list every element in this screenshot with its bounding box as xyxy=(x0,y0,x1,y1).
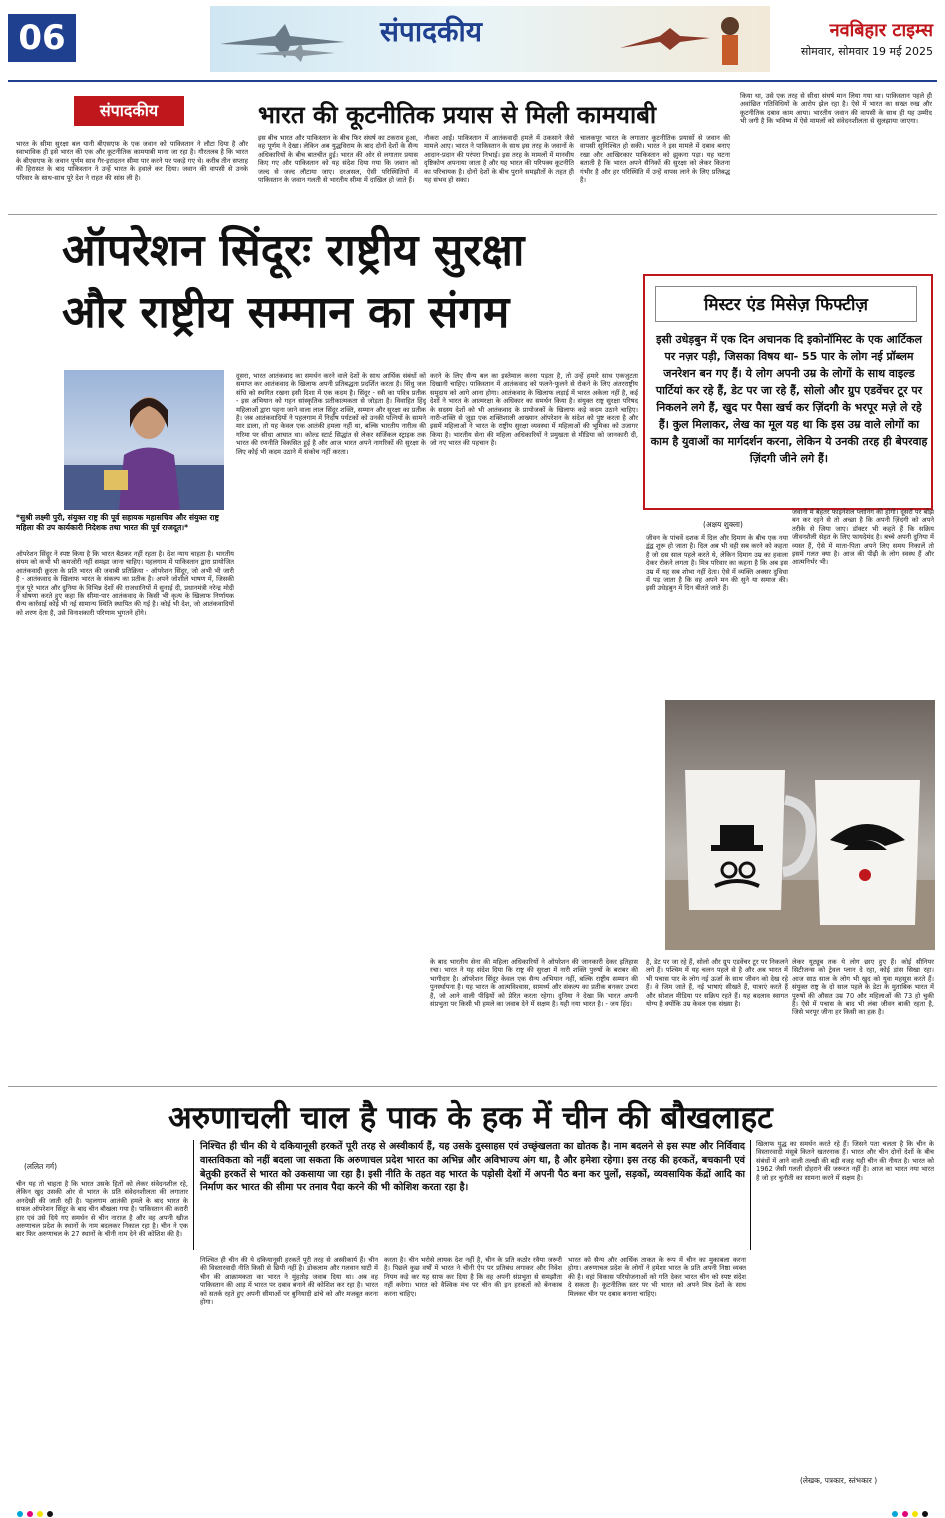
lead-headline-line-2: और राष्ट्रीय सम्मान का संगम xyxy=(62,287,510,338)
brand-name: नवबिहार टाइम्स xyxy=(829,20,933,41)
mugs-photo xyxy=(665,700,935,950)
lead-col-2: दूसरा, भारत आतंकवाद का समर्थन करने वाले देशों के साथ आर्थिक संबंधों को समाप्त कर आतंकवाद के खिलाफ अपनी प्रतिबद्धता प्रदर्शित करता है। सिंधु जल संधि को स्थगित रखना इसी दिशा में एक कदम है। सिंदूर - स्त्री का पवित्र प्रतीक - इस अभियान को गहन सांस्कृतिक प्रतीकात्मकता से जोड़ता है। विवाहित हिंदू महिलाओं द्वारा पहना जाने वाला लाल सिंदूर शक्ति, सम्मान और सुरक्षा का प्रतीक है। जब आतंकवादियों ने पहलगाम में निर्दोष पर्यटकों को उनकी पत्नियों के सामने मार डाला, तो यह केवल एक आतंकी हमला नहीं था, बल्कि भारतीय नारीत्व की गरिमा पर सीधा आघात था। कोल्ड स्टार्ट सिद्धांत से लेकर सर्जिकल स्ट्राइक तक भारत की रणनीति विकसित हुई है और आज भारत अपने नागरिकों की सुरक्षा के लिए कोई भी कदम उठाने में संकोच नहीं करता। xyxy=(236,372,426,456)
author-photo-caption: *सुश्री लक्ष्मी पुरी, संयुक्त राष्ट्र की पूर्व सहायक महासचिव और संयुक्त राष्ट्र महिला की उप कार्यकारी निदेशक तथा भारत की पूर्व राजदूत।* xyxy=(16,513,219,532)
editorial-col-3: नौकरा आईं। पाकिस्तान में आतंकवादी हमले में उकसाने जैसे मामले आए। भारत ने पाकिस्तान के साथ इस तरह के जवानों के आदान-प्रदान की परंपरा निभाई। इस तरह के मामलों में मानवीय दृष्टिकोण अपनाया जाता है और यह भारत की परिपक्व कूटनीति का परिचायक है। दोनों देशों के बीच पुराने समझौतों के तहत ही यह संभव हो सका। xyxy=(424,134,574,185)
editorial-col-5: किया था, उसे एक तरह से सीधा संघर्ष मान लिया गया था। पाकिस्तान पहले ही अवांछित गतिविधियों के आरोप झेल रहा है। ऐसे में भारत का सख्त रुख और कूटनीतिक दबाव काम आया। भारतीय जवान की वापसी के साथ ही यह उम्मीद भी जगी है कि भविष्य में ऐसे मामलों को संवेदनशीलता से सुलझाया जाएगा। xyxy=(740,92,932,126)
lead-col-1: ऑपरेशन सिंदूर ने स्पष्ट किया है कि भारत बैठकर नहीं रहता है। देश न्याय चाहता है। भारतीय संयम को कभी भी कमजोरी नहीं समझा जाना चाहिए। पहलगाम में पाकिस्तान द्वारा प्रायोजित आतंकवादी क्रूरता के प्रति भारत की जवाबी प्रतिक्रिया - ऑपरेशन सिंदूर, जो अभी भी जारी है - आतंकवाद के खिलाफ भारत के संकल्प का प्रतीक है। अपने जोशीले भाषण में, जिसकी गूंज पूरे भारत और दुनिया के विभिन्न देशों की राजधानियों में सुनाई दी, प्रधानमंत्री नरेन्द्र मोदी ने घोषणा करते हुए कहा कि सीमा-पार आतंकवाद के किसी भी कृत्य के खिलाफ निर्णायक सैन्य कार्रवाई कोई भी नई सामान्य स्थिति स्थापित की गई है। कोई भी देश, जो आतंकवादियों को शरण देता है, उसे विनाशकारी परिणाम भुगतने होंगे। xyxy=(16,550,234,617)
masthead-divider xyxy=(8,80,937,82)
editorial-headline: भारत की कूटनीतिक प्रयास से मिली कामयाबी xyxy=(258,101,657,129)
banner-fighter-jets-icon xyxy=(215,14,355,64)
sidebar-intro: इसी उधेड़बुन में एक दिन अचानक दि इकोनॉमिस्ट के एक आर्टिकल पर नज़र पड़ी, जिसका विषय था- 55 पार के लोग नई प्रॉब्लम जनरेशन बन गए हैं। ये लोग अपनी उम्र के लोगों के साथ वाइल्ड पार्टियां कर रहे हैं, डेट पर जा रहे हैं, सोलो और ग्रुप एडवेंचर टूर पर निकलने लगे हैं, खुद पर पैसा खर्च कर ज़िंदगी के भरपूर मज़े ले रहे हैं। कुल मिलाकर, लेख का मूल यह था कि इस उम्र वाले लोगों का काम है युवाओं का मार्गदर्शन करना, लेकिन ये उनकी तरह ही बेपरवाह ज़िंदगी जीने लगे हैं। xyxy=(650,333,928,465)
bottom-col-2: निश्चित ही चीन की ये दकियानूसी हरकतें पूरी तरह से अस्वीकार्य हैं। चीन की विस्तारवादी नीति किसी से छिपी नहीं है। डोकलाम और गलवान घाटी में चीन की आक्रामकता का भारत ने मुंहतोड़ जवाब दिया था। अब वह पाकिस्तान की आड़ में भारत पर दबाव बनाने की कोशिश कर रहा है। भारत को सतर्क रहते हुए अपनी सीमाओं पर बुनियादी ढांचे को और मजबूत करना होगा। xyxy=(200,1256,378,1307)
masthead xyxy=(0,0,945,78)
brand-block xyxy=(801,18,933,59)
bottom-byline: (ललित गर्ग) xyxy=(24,1162,58,1171)
banner-figures-icon xyxy=(600,8,760,72)
editorial-divider xyxy=(8,214,937,215)
bottom-divider xyxy=(8,1086,937,1087)
editorial-col-2: इस बीच भारत और पाकिस्तान के बीच फिर संघर्ष का टकराव हुआ, वह पूर्णम ने देखा। लेकिन अब युद्धविराम के बाद दोनों देशों के सैन्य अधिकारियों के बीच बातचीत हुई। भारत की ओर से लगातार प्रयास किए गए और पाकिस्तान को यह संदेश दिया गया कि जवान को जल्द से जल्द लौटाया जाए। दरअसल, ऐसी परिस्थितियों में पाकिस्तान के जवान गलती से भारतीय सीमा में दाखिल हो जाते हैं। xyxy=(258,134,418,185)
author-photo xyxy=(64,370,224,510)
author-photo-figure-icon xyxy=(64,370,224,510)
blurb-rule-right xyxy=(750,1140,751,1250)
editorial-col-4: चालकपूर भारत के लगातार कूटनीतिक प्रयासों से जवान की वापसी सुनिश्चित हो सकी। भारत ने इस मामले में दबाव बनाए रखा और आखिरकार पाकिस्तान को झुकना पड़ा। यह घटना बताती है कि भारत अपने सैनिकों की सुरक्षा को लेकर कितना गंभीर है और हर परिस्थिति में उन्हें वापस लाने के लिए प्रतिबद्ध है। xyxy=(580,134,730,185)
lead-headline-line-1: ऑपरेशन सिंदूरः राष्ट्रीय सुरक्षा xyxy=(62,225,525,276)
editorial-tag: संपादकीय xyxy=(74,96,184,126)
sidebar-col-2: जवानी में बेहतर फाइनेंशल प्लानिंग की होगी। दूसरों पर बोझ बन कर रहने से तो अच्छा है कि अपनी ज़िंदगी को अपने तरीके से जिया जाए। डॉक्टर भी कहते हैं कि सक्रिय जीवनशैली सेहत के लिए फायदेमंद है। बच्चे अपनी दुनिया में व्यस्त हैं, ऐसे में माता-पिता अपने लिए समय निकालें तो इसमें गलत क्या है। आज की पीढ़ी के लोग स्वस्थ हैं और आत्मनिर्भर भी। xyxy=(792,508,934,567)
lead-headline xyxy=(62,220,622,344)
bottom-headline: अरुणाचली चाल है पाक के हक में चीन की बौखलाहट xyxy=(168,1100,773,1136)
bottom-col-3: करता है। चीन भरोसे लायक देश नहीं है, चीन के प्रति कठोर रवैया जरूरी है। पिछले कुछ वर्षों में भारत ने चीनी ऐप पर प्रतिबंध लगाकर और निवेश नियम कड़े कर यह साफ कर दिया है कि वह अपनी संप्रभुता से समझौता नहीं करेगा। भारत को वैश्विक मंच पर चीन की इन हरकतों को बेनकाब करना चाहिए। xyxy=(384,1256,562,1298)
section-banner-title: संपादकीय xyxy=(380,15,482,48)
sidebar-col-3: है, डेट पर जा रहे हैं, सोलो और ग्रुप एडवेंचर टूर पर निकलने लगे हैं। पश्चिम में यह चलन पहले से है और अब भारत में भी पचास पार के लोग नई ऊर्जा के साथ जीवन को देख रहे हैं। वे जिम जाते हैं, नई भाषाएं सीखते हैं, यात्राएं करते हैं और सोशल मीडिया पर सक्रिय रहते हैं। यह बदलाव स्वागत योग्य है क्योंकि उम्र केवल एक संख्या है। xyxy=(646,958,788,1009)
lead-col-3: करने के लिए सैन्य बल का इस्तेमाल करना पड़ता है, तो उन्हें हमारे साथ एकजुटता दिखानी चाहिए। पाकिस्तान में आतंकवाद को फलने-फूलने से रोकने के लिए अंतरराष्ट्रीय समुदाय को आगे आना होगा। आतंकवाद के खिलाफ लड़ाई में भारत अकेला नहीं है, कई देशों ने भारत के आत्मरक्षा के अधिकार का समर्थन किया है। संयुक्त राष्ट्र सुरक्षा परिषद के सदस्य देशों को भी आतंकवाद के प्रायोजकों के खिलाफ कड़े कदम उठाने चाहिए। नारी-शक्ति से जुड़ा एक शक्तिशाली आख्यान ऑपरेशन के संदेश को पुष्ट करता है और इसमें महिलाओं ने भारत के राष्ट्रीय सुरक्षा व्यवस्था में महिलाओं की भूमिका को उजागर किया है। भारतीय सेना की महिला अधिकारियों ने प्रमुखता से मीडिया को जानकारी दी, जो नए भारत की पहचान है। xyxy=(430,372,638,448)
sidebar-byline: (अक्षय शुक्ला) xyxy=(703,520,743,529)
sidebar-title: मिस्टर एंड मिसेज़ फिफ्टीज़ xyxy=(703,295,869,315)
bottom-col-1: चीन यह तो चाहता है कि भारत उसके हितों को लेकर संवेदनशील रहे, लेकिन खुद उसकी ओर से भारत के प्रति संवेदनशीलता की लगातार अनदेखी की जाती रही है। पहलगाम आतंकी हमले के बाद भारत के सफल ऑपरेशन सिंदूर के बाद चीन बौखला गया है। पाकिस्तान की करारी हार एवं उसे दिये गए समर्थन से चीन नाराज है और वह अपनी खीज अरुणाचल प्रदेश के स्थानों के नाम बदलकर निकाल रहा है। चीन ने एक बार फिर अरुणाचल के 27 स्थानों के चीनी नाम देने की कोशिश की है। xyxy=(16,1180,188,1239)
page-number: 06 xyxy=(8,14,76,62)
bottom-blurb: निश्चित ही चीन की ये दकियानूसी हरकतें पूरी तरह से अस्वीकार्य हैं, यह उसके दुस्साहस एवं उच्छृंखलता का द्योतक है। नाम बदलने से इस स्पष्ट और निर्विवाद वास्तविकता को नहीं बदला जा सकता कि अरुणाचल प्रदेश भारत का अभिन्न और अविभाज्य अंग था, है और हमेशा रहेगा। इस तरह की हरकतें, बचकानी एवं बेतुकी हरकतें से भारत को उकसाया जा रहा है। इसी नीति के तहत वह भारत के पड़ोसी देशों में अपनी पैठ बना कर पुलों, सड़कों, व्यवसायिक केंद्रों आदि का निर्माण कर भारत की सीमा पर तनाव पैदा करने की भी कोशिश करता रहा है। xyxy=(200,1141,745,1194)
editorial-col-1: भारत के सीमा सुरक्षा बल यानी बीएसएफ के एक जवान को पाकिस्तान ने लौटा दिया है और स्वाभाविक ही इसे भारत की एक और कूटनीतिक कामयाबी माना जा रहा है। गौरतलब है कि भारत के बीएसएफ के जवान पूर्णम साव गैर-इरादतन सीमा पार करने पर पकड़े गए थे। करीब तीन सप्ताह की हिरासत के बाद पाकिस्तान ने उन्हें भारत के हवाले कर दिया। जवान की वापसी से उनके परिवार के साथ-साथ पूरे देश ने राहत की सांस ली है। xyxy=(16,140,248,182)
registration-marks-icon xyxy=(0,1510,945,1518)
mr-mrs-mugs-icon xyxy=(665,700,935,950)
bottom-author-credit: (लेखक, पत्रकार, स्तंभकार ) xyxy=(800,1476,878,1485)
sidebar-col-4: लेकर यूट्यूब तक ये लोग छाए हुए हैं। कोई सीनियर सिटीजन्स को ट्रेवल प्लान दे रहा, कोई डांस सिखा रहा। आज साठ साल के लोग भी खुद को युवा महसूस करते हैं। संयुक्त राष्ट्र के दो साल पहले के डेटा के मुताबिक भारत में पुरुषों की औसत उम्र 70 और महिलाओं की 73 हो चुकी है। ऐसे में पचास के बाद भी लंबा जीवन बाकी रहता है, जिसे भरपूर जीना हर किसी का हक़ है। xyxy=(792,958,934,1017)
sidebar-title-box xyxy=(655,286,917,322)
edition-date: सोमवार, सोमवार 19 मई 2025 xyxy=(800,45,933,58)
blurb-rule-left xyxy=(193,1140,194,1250)
bottom-col-4: भारत को सैन्य और आर्थिक ताकत के रूप में चीन का मुकाबला करना होगा। अरुणाचल प्रदेश के लोगों ने हमेशा भारत के प्रति अपनी निष्ठा व्यक्त की है। वहां विकास परियोजनाओं को गति देकर भारत चीन को स्पष्ट संदेश दे सकता है। कूटनीतिक स्तर पर भी भारत को अपने मित्र देशों के साथ मिलकर चीन पर दबाव बनाना चाहिए। xyxy=(568,1256,746,1298)
sidebar-col-1: जीवन के पांचवें दशक में दिल और दिमाग के बीच एक नया द्वंद्व शुरू हो जाता है। दिल अब भी वही सब करने को कहता है जो दस साल पहले करते थे, लेकिन दिमाग उम्र का हवाला देकर रोकने लगता है। मित्र परिवार का कहना है कि अब इस उम्र में यह सब शोभा नहीं देता। ऐसे में व्यक्ति अक्सर दुविधा में पड़ जाता है कि वह अपने मन की सुने या समाज की। इसी उधेड़बुन में दिन बीतते जाते हैं। xyxy=(646,534,788,593)
lead-col-4: के बाद भारतीय सेना की महिला अधिकारियों ने ऑपरेशन की जानकारी देकर इतिहास रचा। भारत ने यह संदेश दिया कि राष्ट्र की सुरक्षा में नारी शक्ति पुरुषों के बराबर की भागीदार है। ऑपरेशन सिंदूर केवल एक सैन्य अभियान नहीं, बल्कि राष्ट्रीय सम्मान की पुनर्स्थापना है। यह भारत के आत्मविश्वास, सामर्थ्य और संकल्प का प्रतीक बनकर उभरा है, जो आने वाली पीढ़ियों को प्रेरित करता रहेगा। दुनिया ने देखा कि भारत अपनी संप्रभुता पर किसी भी हमले का जवाब देने में सक्षम है। यही नया भारत है। - जय हिंद। xyxy=(430,958,638,1009)
bottom-col-5: खिलाफ युद्ध का समर्थन करते रहे हैं। जिसने पता चलता है कि चीन के विस्तारवादी मंसूबे कितने खतरनाक हैं। भारत और चीन दोनों देशों के बीच संबंधों में आने वाली तल्खी की बड़ी वजह यही चीन की नीयत है। भारत को 1962 जैसी गलती दोहराने की जरूरत नहीं है। आज का भारत नया भारत है जो हर चुनौती का सामना करने में सक्षम है। xyxy=(756,1140,934,1182)
